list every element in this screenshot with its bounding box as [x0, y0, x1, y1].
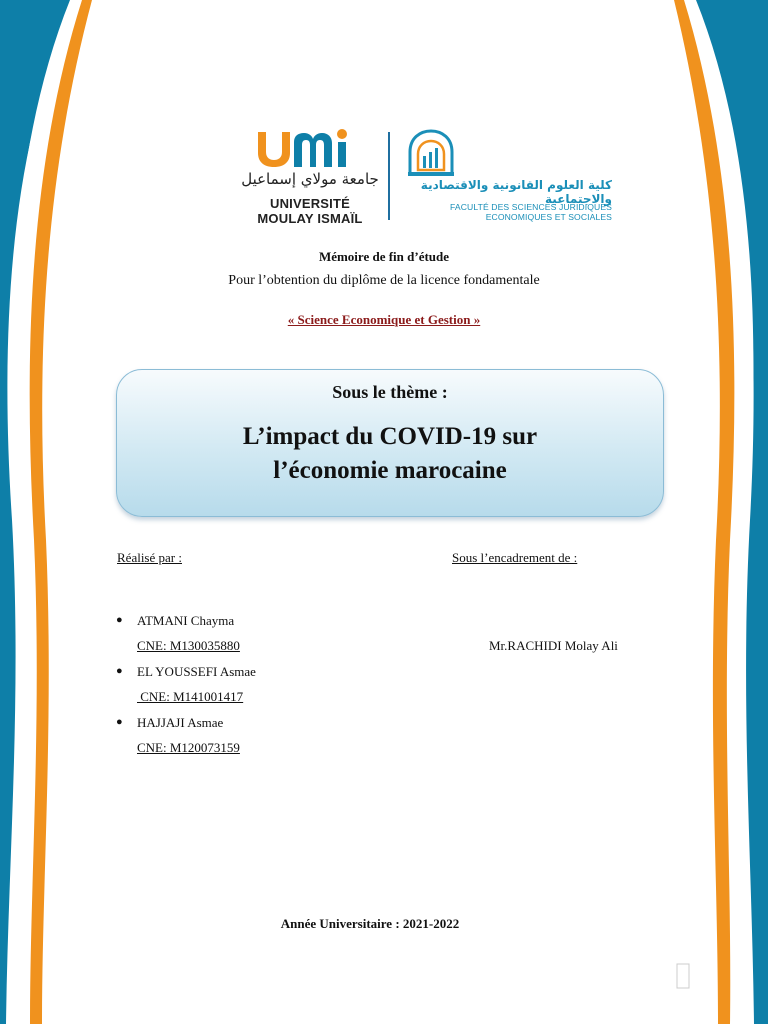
thesis-title [117, 420, 663, 488]
faculty-emblem-icon [406, 128, 456, 178]
realise-par-label: Réalisé par : [117, 550, 182, 565]
academic-year: Année Universitaire : 2021-2022 [280, 916, 460, 931]
student-cne: CNE: M120073159 [137, 740, 240, 755]
theme-box [116, 369, 664, 517]
faculty-name: FACULTÉ DES SCIENCES JURIDIQUES ECONOMIQUES ET SOCIALES [450, 202, 612, 222]
obtention-line: Pour l’obtention du diplôme de la licence fondamentale [228, 273, 540, 288]
encadrement-label: Sous l’encadrement de : [452, 550, 578, 565]
bullet: ● [116, 665, 123, 677]
umi-wordmark-icon [252, 128, 364, 168]
faculty-logo [400, 126, 612, 222]
institution-logos [240, 126, 612, 226]
specialite: « Science Economique et Gestion » [287, 312, 481, 327]
bullet: ● [116, 716, 123, 728]
corner-mark [677, 964, 689, 988]
umi-logo [240, 126, 380, 226]
theme-label: Sous le thème : [332, 382, 448, 402]
thesis-title-line-1: L’impact du COVID-19 sur [242, 423, 538, 450]
student-cne: CNE: M141001417 [137, 689, 244, 704]
logo-divider [388, 132, 390, 220]
student-cne: CNE: M130035880 [137, 638, 240, 653]
student-name: HAJJAJI Asmae [137, 715, 224, 730]
bullet: ● [116, 614, 123, 626]
faculty-arabic-name: كلية العلوم القانونية والاقتصادية والاجتماعية [420, 178, 612, 206]
supervisor-name: Mr.RACHIDI Molay Ali [489, 638, 618, 653]
thesis-title-line-2: l’économie marocaine [273, 457, 507, 484]
umi-arabic-name: جامعة مولاي إسماعيل [241, 170, 379, 188]
memoire-heading: Mémoire de fin d’étude [318, 249, 450, 264]
student-name: ATMANI Chayma [137, 613, 235, 628]
umi-name: UNIVERSITÉ MOULAY ISMAÏL [257, 196, 363, 226]
student-name: EL YOUSSEFI Asmae [137, 664, 256, 679]
